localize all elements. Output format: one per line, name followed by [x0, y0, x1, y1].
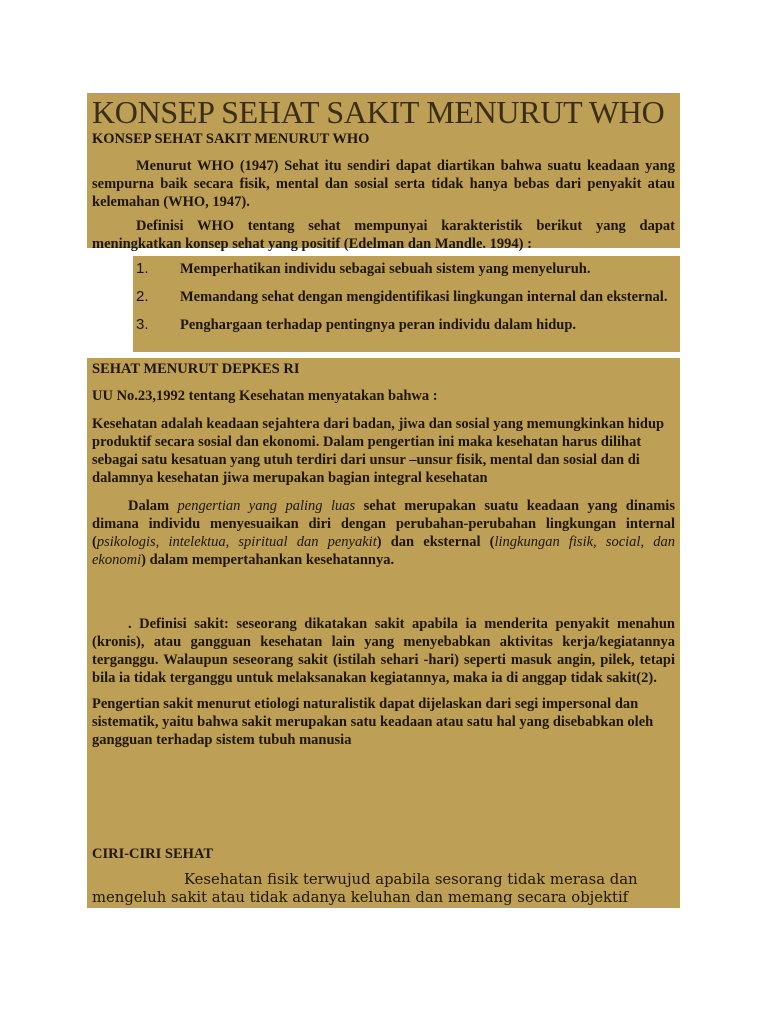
who-section-heading: KONSEP SEHAT SAKIT MENURUT WHO: [92, 131, 370, 147]
list-number: 3.: [136, 316, 149, 333]
text-span: ) dan eksternal (: [376, 534, 495, 550]
depkes-paragraph-1: Kesehatan adalah keadaan sejahtera dari badan, jiwa dan sosial yang memungkinkan hidup produktif secara sosial dan ekonomi. Dalam pengertian ini maka kesehatan harus dilihat sebagai satu kesatuan yang utuh terdiri dari unsur –unsur fisik, mental dan sosial dan di dalamnya kesehatan jiwa merupakan bagian integral kesehatan: [92, 416, 665, 486]
ciri-section-heading: CIRI-CIRI SEHAT: [92, 846, 213, 862]
list-text: Penghargaan terhadap pentingnya peran individu dalam hidup.: [180, 317, 577, 333]
text-span: sehat merupakan suatu keadaan yang dinamis dimana individu menyesuaikan diri dengan perubahan-perubahan lingkungan internal (: [92, 498, 675, 550]
depkes-paragraph-2: [92, 497, 675, 569]
list-text: Memperhatikan individu sebagai sebuah sistem yang menyeluruh.: [180, 261, 591, 277]
text-span: ) dalam mempertahankan kesehatannya.: [141, 552, 395, 568]
law-statement: UU No.23,1992 tentang Kesehatan menyatakan bahwa :: [92, 388, 438, 404]
ciri-paragraph-1: Kesehatan fisik terwujud apabila sesorang tidak merasa dan mengeluh sakit atau tidak adanya keluhan dan memang secara objektif: [92, 871, 638, 906]
list-number: 1.: [136, 260, 149, 277]
text-span: Dalam: [128, 498, 178, 514]
list-item: [136, 260, 680, 278]
list-text: Memandang sehat dengan mengidentifikasi lingkungan internal dan eksternal.: [180, 289, 668, 305]
list-number: 2.: [136, 288, 149, 305]
list-item: [136, 316, 680, 334]
italic-span: pengertian yang paling luas: [177, 498, 356, 514]
italic-span: psikologis, intelektua, spiritual dan penyakit: [96, 534, 377, 550]
list-item: [136, 288, 680, 306]
italic-span: lingkungan fisik, social, dan ekonomi: [92, 534, 675, 568]
sickness-definition: . Definisi sakit: seseorang dikatakan sakit apabila ia menderita penyakit menahun (kronis), atau gangguan kesehatan lain yang menyebabkan aktivitas kerja/kegiatannya terganggu. Walaupun seseorang sakit (istilah sehari -hari) seperti masuk angin, pilek, tetapi bila ia tidak terganggu untuk melaksanakan kegiatannya, maka ia di anggap tidak sakit(2).: [92, 616, 675, 686]
depkes-block: [87, 358, 680, 908]
etiology-paragraph: Pengertian sakit menurut etiologi naturalistik dapat dijelaskan dari segi impersonal dan sistematik, yaitu bahwa sakit merupakan satu keadaan atau satu hal yang disebabkan oleh gangguan terhadap sistem tubuh manusia: [92, 696, 654, 748]
who-paragraph-1: Menurut WHO (1947) Sehat itu sendiri dapat diartikan bahwa suatu keadaan yang sempurna baik secara fisik, mental dan sosial serta tidak hanya bebas dari penyakit atau kelemahan (WHO, 1947).: [92, 158, 675, 210]
depkes-section-heading: SEHAT MENURUT DEPKES RI: [92, 361, 300, 377]
document-title: KONSEP SEHAT SAKIT MENURUT WHO: [92, 94, 665, 130]
who-concept-block: [87, 93, 680, 252]
who-paragraph-2: Definisi WHO tentang sehat mempunyai karakteristik berikut yang dapat meningkatkan konsep sehat yang positif (Edelman dan Mandle. 1994) :: [92, 218, 675, 252]
who-characteristics-list: [133, 256, 680, 352]
